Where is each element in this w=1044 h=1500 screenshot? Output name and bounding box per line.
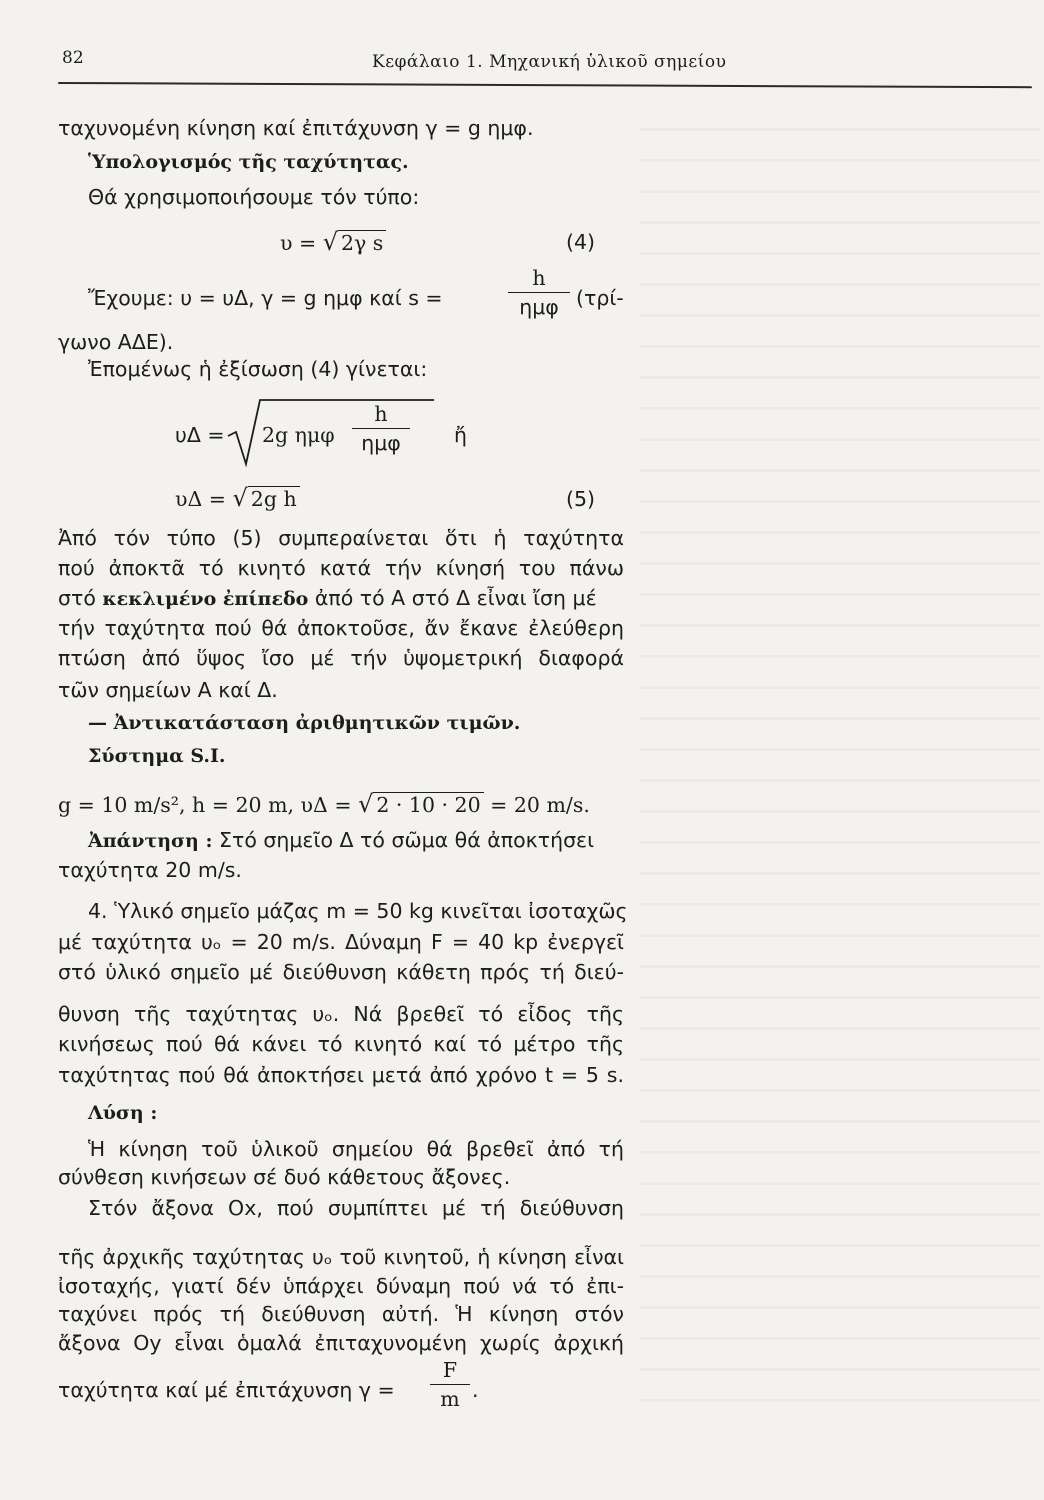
running-header: Κεφάλαιο 1. Μηχανική ὑλικοῦ σημείου — [372, 52, 727, 72]
equation-4: υ = √ 2γ s — [280, 228, 386, 256]
text-line: πού ἀποκτᾶ τό κινητό κατά τήν κίνησή του πάνω — [58, 556, 624, 580]
text-line: Θά χρησιμοποιήσουμε τόν τύπο: — [88, 185, 420, 209]
equation-5: υΔ = √ 2g h — [175, 484, 300, 512]
text-line: ἰσοταχής, γιατί δέν ὑπάρχει δύναμη πού νά τό ἐπι- — [58, 1274, 624, 1298]
header-rule — [58, 82, 1032, 88]
period: . — [472, 1378, 479, 1402]
text-line: μέ ταχύτητα υₒ = 20 m/s. Δύναμη F = 40 kp ἐνεργεῖ — [58, 930, 624, 954]
equation-lhs: υΔ = — [175, 423, 225, 447]
subheading: Λύση : — [88, 1102, 158, 1124]
equation-tag: (4) — [566, 230, 596, 254]
text-line: στό ὑλικό σημεῖο μέ διεύθυνση κάθετη πρός τή διεύ- — [58, 960, 624, 984]
text-line: Ἔχουμε: υ = υΔ, γ = g ημφ καί s = — [88, 286, 443, 310]
text-line: Ἀπό τόν τύπο (5) συμπεραίνεται ὅτι ἡ ταχύτητα — [58, 526, 624, 550]
subheading: Ὑπολογισμός τῆς ταχύτητας. — [88, 151, 409, 173]
equation-tag: (5) — [566, 487, 596, 511]
equation-radicand: 2g ημφ — [262, 423, 335, 447]
bleed-through-shadow — [640, 100, 1040, 1430]
text-line: ταχυνομένη κίνηση καί ἐπιτάχυνση γ = g ημφ. — [58, 116, 534, 140]
subheading: Σύστημα S.I. — [88, 745, 226, 767]
text-line: γωνο ΑΔΕ). — [58, 330, 174, 354]
fraction: h ημφ — [508, 266, 570, 319]
text-line: Στόν ἄξονα Οx, πού συμπίπτει μέ τή διεύθυνση — [88, 1196, 624, 1220]
text-line: τήν ταχύτητα πού θά ἀποκτοῦσε, ἄν ἔκανε ἐλεύθερη — [58, 616, 624, 640]
text-line: πτώση ἀπό ὕψος ἴσο μέ τήν ὑψομετρική διαφορά — [58, 646, 624, 670]
text-line: ἄξονα Oy εἶναι ὁμαλά ἐπιταχυνομένη χωρίς ἀρχική — [58, 1331, 624, 1355]
text-line: Ἐπομένως ἡ ἐξίσωση (4) γίνεται: — [88, 357, 428, 381]
text-line: κινήσεως πού θά κάνει τό κινητό καί τό μέτρο τῆς — [58, 1032, 624, 1056]
text-line: Ἡ κίνηση τοῦ ὑλικοῦ σημείου θά βρεθεῖ ἀπό τή — [88, 1137, 624, 1161]
text-line: ταχύνει πρός τή διεύθυνση αὐτή. Ἡ κίνηση στόν — [58, 1302, 624, 1326]
text-line: σύνθεση κινήσεων σέ δυό κάθετους ἄξονες. — [58, 1165, 511, 1189]
text-line: (τρί- — [576, 286, 624, 310]
fraction: F m — [430, 1358, 470, 1411]
fraction: h ημφ — [352, 402, 410, 455]
text-line: θυνση τῆς ταχύτητας υₒ. Νά βρεθεῖ τό εἶδος τῆς — [58, 1002, 624, 1026]
text-or: ἤ — [454, 423, 467, 447]
numeric-equation: g = 10 m/s², h = 20 m, υΔ = √ 2 · 10 · 20 = 20 m/s. — [58, 790, 590, 818]
text-line: τῶν σημείων Α καί Δ. — [58, 678, 278, 702]
page-number: 82 — [62, 48, 84, 68]
subheading: — Ἀντικατάσταση ἀριθμητικῶν τιμῶν. — [88, 712, 521, 734]
text-line: ταχύτητα καί μέ ἐπιτάχυνση γ = — [58, 1378, 395, 1402]
text-line: Ἀπάντηση : Στό σημεῖο Δ τό σῶμα θά ἀποκτήσει — [88, 828, 595, 852]
text-line: τῆς ἀρχικῆς ταχύτητας υₒ τοῦ κινητοῦ, ἡ κίνηση εἶναι — [58, 1245, 624, 1269]
text-line: ταχύτητα 20 m/s. — [58, 858, 242, 882]
text-line: ταχύτητας πού θά ἀποκτήσει μετά ἀπό χρόνο t = 5 s. — [58, 1063, 624, 1087]
text-line: 4. Ὑλικό σημεῖο μάζας m = 50 kg κινεῖται ἰσοταχῶς — [88, 899, 628, 923]
text-line: στό κεκλιμένο ἐπίπεδο ἀπό τό Α στό Δ εἶναι ἴση μέ — [58, 586, 597, 610]
